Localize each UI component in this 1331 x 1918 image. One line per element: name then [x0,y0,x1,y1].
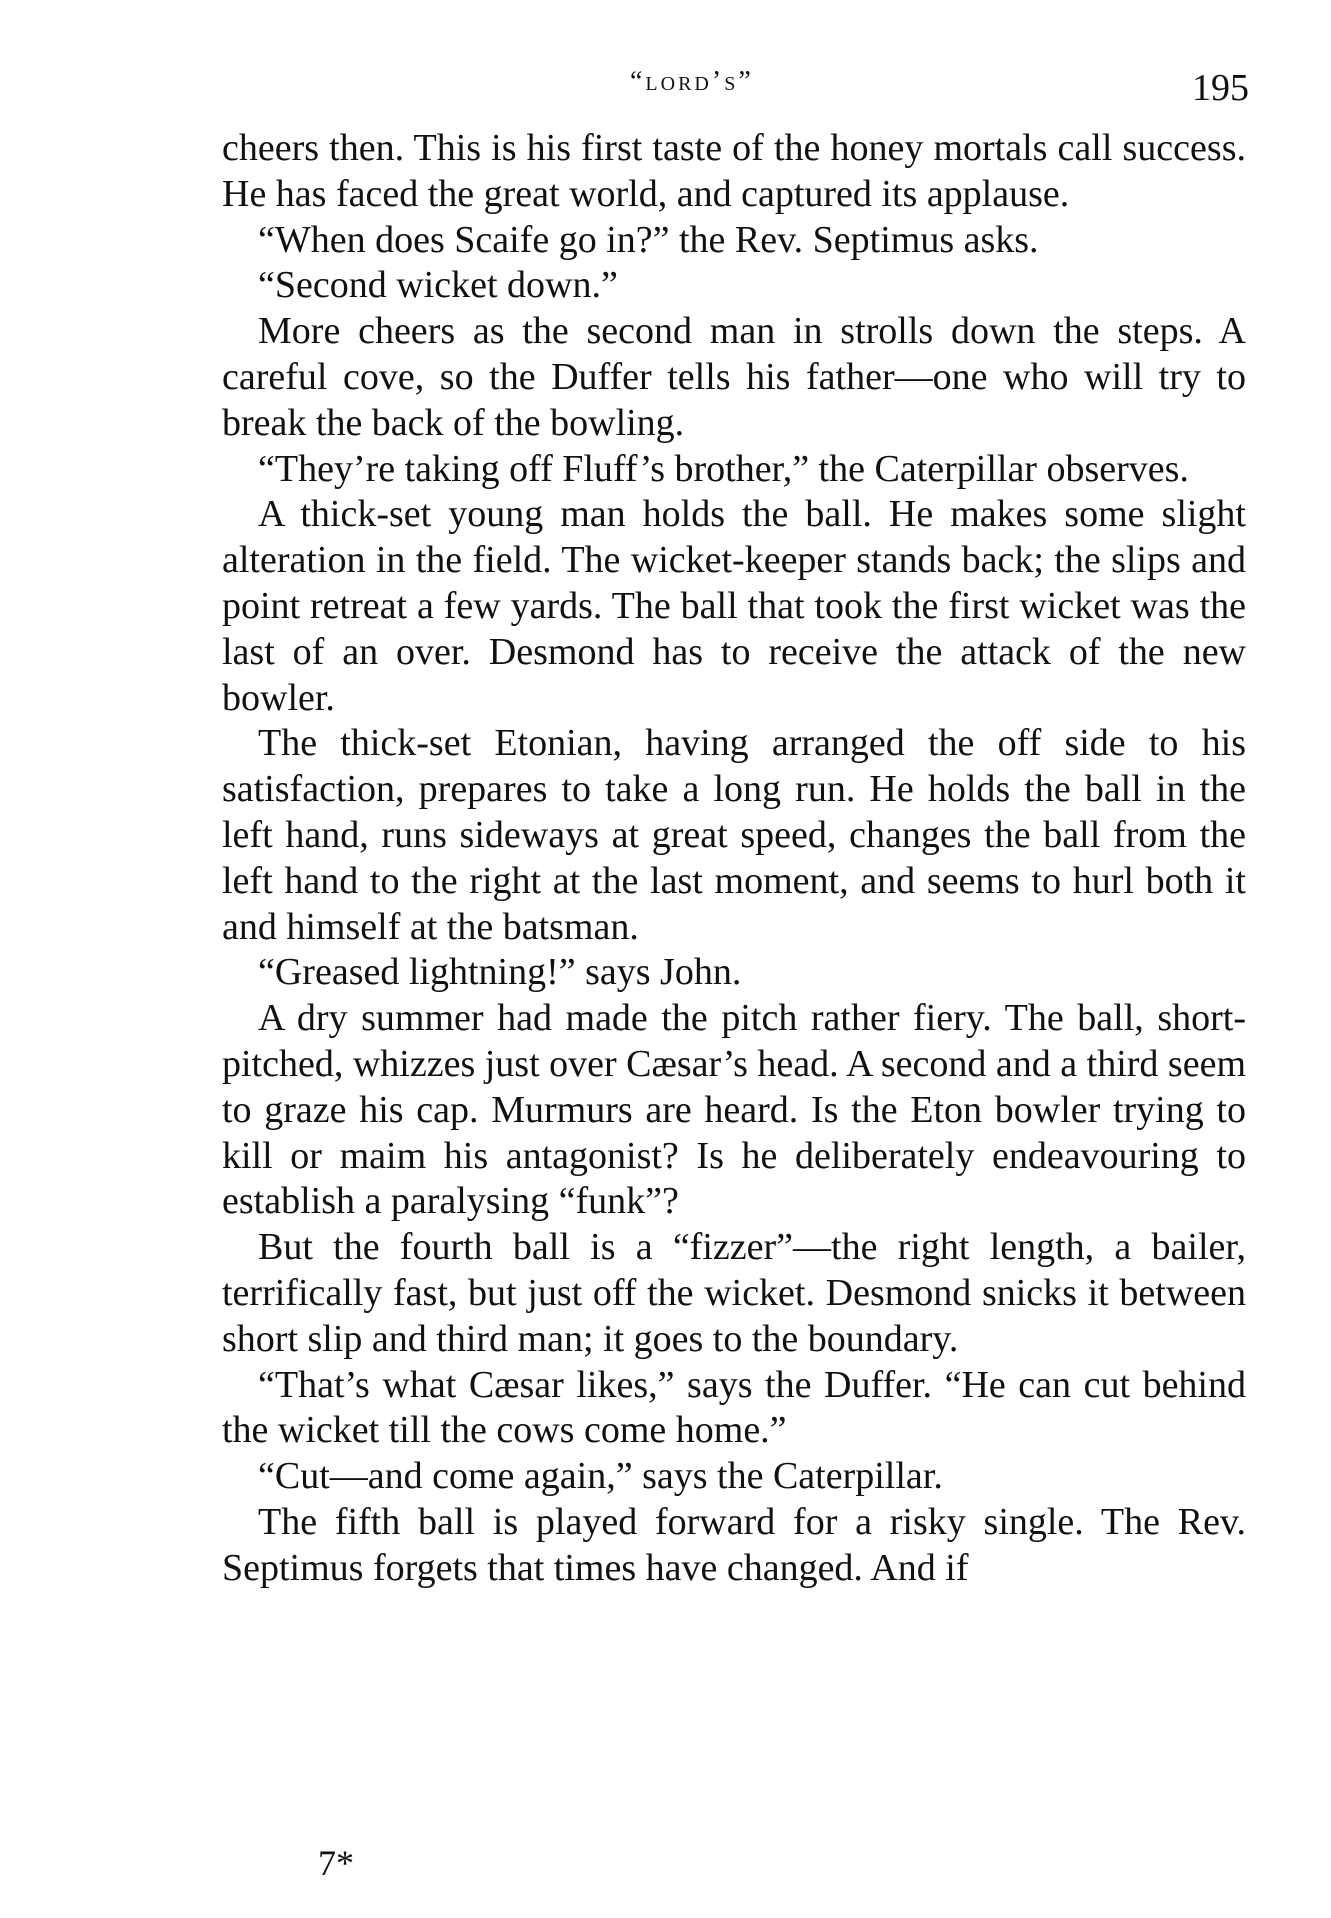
paragraph: “That’s what Cæsar likes,” says the Duffer. “He can cut behind the wicket till the cows come home.” [222,1363,1246,1452]
paragraph: “Greased lightning!” says John. [258,951,742,994]
paragraph: But the fourth ball is a “fizzer”—the right length, a bailer, terrifically fast, but just off the wicket. Desmond snicks it between short slip and third man; it goes to the boundary. [222,1226,1246,1360]
paragraph: The fifth ball is played forward for a risky single. The Rev. Septimus forgets that times have changed. And if [222,1500,1246,1589]
paragraph: “When does Scaife go in?” the Rev. Septimus asks. [258,218,1039,261]
signature-mark: 7* [318,1843,354,1883]
paragraph: A dry summer had made the pitch rather fiery. The ball, short-pitched, whizzes just over Cæsar’s head. A second and a third seem to graze his cap. Murmurs are heard. Is the Eton bowler trying to kill or maim his antagonist? Is he deliberately endeavouring to establish a paralysing “funk”? [222,997,1246,1223]
paragraph: “Second wicket down.” [258,264,618,307]
paragraph: A thick-set young man holds the ball. He makes some slight alteration in the field. The wicket-keeper stands back; the slips and point retreat a few yards. The ball that took the first wicket was the last of an over. Desmond has to receive the attack of the new bowler. [222,493,1246,719]
page-number: 195 [1192,67,1249,109]
paragraph: “Cut—and come again,” says the Caterpillar. [258,1455,943,1498]
paragraph-continuation: cheers then. This is his first taste of the honey mortals call success. He has faced the great world, and captured its applause. [222,127,1246,215]
running-title: “lord’s” [630,66,754,97]
body-text [222,126,1246,1592]
paragraph: “They’re taking off Fluff’s brother,” the Caterpillar observes. [258,447,1189,490]
paragraph: More cheers as the second man in strolls down the steps. A careful cove, so the Duffer tells his father—one who will try to break the back of the bowling. [222,310,1246,444]
paragraph: The thick-set Etonian, having arranged the off side to his satisfaction, prepares to take a long run. He holds the ball in the left hand, runs sideways at great speed, changes the ball from the left hand to the right at the last moment, and seems to hurl both it and himself at the batsman. [222,722,1246,948]
